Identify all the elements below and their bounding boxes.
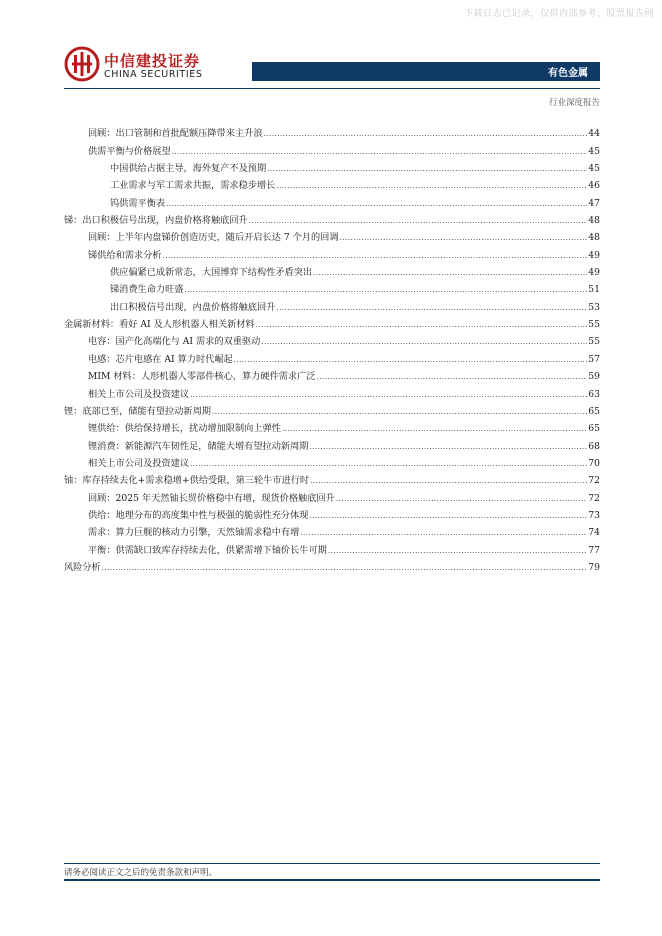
- toc-entry[interactable]: [64, 366, 600, 383]
- toc-entry-page: 59: [588, 371, 600, 383]
- toc-entry-title: 中国供给占据主导，海外复产不及预期: [110, 163, 267, 175]
- toc-dot-leader: [249, 215, 587, 227]
- toc-entry-page: 73: [588, 509, 600, 521]
- toc-entry[interactable]: [64, 331, 600, 348]
- footer-divider-bottom: [64, 879, 600, 881]
- toc-dot-leader: [340, 232, 587, 244]
- toc-entry[interactable]: [64, 383, 600, 400]
- toc-dot-leader: [256, 319, 587, 331]
- toc-entry-title: 平衡：供需缺口致库存持续去化，供紧需增下铀价长牛可期: [88, 544, 327, 556]
- toc-entry-title: 锂消费：新能源汽车韧性足，储能大增有望拉动新周期: [88, 440, 309, 452]
- toc-entry-title: 锑：出口积极信号出现，内盘价格将触底回升: [64, 215, 248, 227]
- toc-entry[interactable]: [64, 210, 600, 227]
- report-type-label: 行业深度报告: [548, 98, 600, 108]
- toc-entry-title: 工业需求与军工需求共振，需求稳步增长: [110, 180, 276, 192]
- toc-entry-page: 55: [588, 336, 600, 348]
- toc-entry-title: 电感：芯片电感在 AI 算力时代崛起: [88, 353, 233, 365]
- toc-dot-leader: [190, 458, 587, 470]
- toc-entry-title: 回顾：出口管制和首批配额压降带来主升浪: [88, 128, 263, 140]
- toc-entry[interactable]: [64, 401, 600, 418]
- toc-dot-leader: [190, 389, 587, 401]
- toc-entry-title: 电容：国产化高端化与 AI 需求的双重驱动: [88, 336, 261, 348]
- toc-entry[interactable]: [64, 296, 600, 313]
- sector-label: 有色金属: [548, 68, 588, 79]
- toc-dot-leader: [267, 163, 587, 175]
- toc-entry-page: 63: [588, 388, 600, 400]
- toc-entry-page: 47: [588, 197, 600, 209]
- toc-dot-leader: [276, 302, 587, 314]
- toc-entry-page: 45: [588, 163, 600, 175]
- toc-entry[interactable]: [64, 158, 600, 175]
- toc-dot-leader: [310, 475, 587, 487]
- toc-entry-title: 供应偏紧已成新常态，大国博弈下结构性矛盾突出: [110, 267, 313, 279]
- header-divider: [64, 88, 600, 89]
- toc-entry[interactable]: [64, 314, 600, 331]
- toc-entry-page: 48: [588, 232, 600, 244]
- toc-entry-page: 77: [588, 544, 600, 556]
- toc-dot-leader: [172, 146, 587, 158]
- watermark-text: 下载日志已记录，仅供内部参考，股票报告网: [463, 9, 654, 19]
- toc-entry[interactable]: [64, 123, 600, 140]
- toc-entry[interactable]: [64, 435, 600, 452]
- toc-entry-title: MIM 材料：人形机器人零部件核心，算力硬件需求广泛: [88, 371, 316, 383]
- toc-entry[interactable]: [64, 175, 600, 192]
- toc-entry-page: 72: [588, 475, 600, 487]
- company-name-cn: 中信建投证券: [104, 52, 201, 70]
- toc-entry-page: 65: [588, 405, 600, 417]
- toc-entry-page: 48: [588, 215, 600, 227]
- toc-entry[interactable]: [64, 470, 600, 487]
- toc-entry-page: 49: [588, 249, 600, 261]
- toc-entry-title: 锑供给和需求分析: [88, 249, 162, 261]
- toc-entry-page: 53: [588, 301, 600, 313]
- toc-entry-page: 65: [588, 423, 600, 435]
- toc-dot-leader: [282, 423, 587, 435]
- toc-dot-leader: [163, 250, 588, 262]
- sector-banner: [252, 62, 600, 81]
- toc-dot-leader: [166, 198, 587, 210]
- toc-entry-page: 70: [588, 457, 600, 469]
- toc-entry[interactable]: [64, 192, 600, 209]
- toc-entry-page: 49: [588, 267, 600, 279]
- china-securities-logo-icon: [64, 46, 100, 82]
- toc-entry-title: 供给：地理分布的高度集中性与极强的脆弱性充分体现: [88, 509, 309, 521]
- toc-entry-title: 出口积极信号出现，内盘价格将触底回升: [110, 301, 276, 313]
- toc-entry-title: 相关上市公司及投资建议: [88, 457, 190, 469]
- toc-dot-leader: [310, 510, 588, 522]
- toc-entry[interactable]: [64, 453, 600, 470]
- toc-entry-page: 74: [588, 527, 600, 539]
- toc-entry-page: 46: [588, 180, 600, 192]
- toc-entry[interactable]: [64, 418, 600, 435]
- toc-entry-title: 金属新材料：看好 AI 及人形机器人相关新材料: [64, 319, 255, 331]
- toc-dot-leader: [310, 441, 588, 453]
- toc-entry-title: 铀：库存持续去化+需求稳增+供给受限，第三轮牛市进行时: [64, 475, 310, 487]
- toc-entry[interactable]: [64, 262, 600, 279]
- toc-dot-leader: [317, 371, 588, 383]
- toc-entry-page: 79: [588, 561, 600, 573]
- toc-entry-page: 72: [588, 492, 600, 504]
- toc-dot-leader: [300, 527, 587, 539]
- toc-entry[interactable]: [64, 140, 600, 157]
- footer-divider-top: [64, 863, 600, 864]
- toc-dot-leader: [336, 493, 587, 505]
- company-logo: [64, 46, 214, 86]
- toc-entry-title: 需求：算力巨舰的核动力引擎，天然铀需求稳中有增: [88, 527, 300, 539]
- toc-entry-title: 风险分析: [64, 561, 101, 573]
- toc-entry[interactable]: [64, 279, 600, 296]
- toc-entry[interactable]: [64, 505, 600, 522]
- toc-entry-title: 锂：底部已至，储能有望拉动新周期: [64, 405, 211, 417]
- toc-entry[interactable]: [64, 487, 600, 504]
- toc-entry-title: 回顾：上半年内盘锑价创造历史，随后开启长达 7 个月的回调: [88, 232, 339, 244]
- toc-dot-leader: [261, 336, 587, 348]
- toc-entry-title: 锑消费生命力旺盛: [110, 284, 184, 296]
- toc-entry[interactable]: [64, 522, 600, 539]
- toc-entry[interactable]: [64, 227, 600, 244]
- toc-dot-leader: [313, 267, 587, 279]
- toc-entry-title: 相关上市公司及投资建议: [88, 388, 190, 400]
- toc-entry-title: 锂供给：供给保持增长，扰动增加限制向上弹性: [88, 423, 281, 435]
- toc-entry-page: 55: [588, 319, 600, 331]
- toc-dot-leader: [234, 354, 587, 366]
- toc-dot-leader: [328, 545, 587, 557]
- toc-entry-page: 51: [588, 284, 600, 296]
- toc-entry-title: 回顾：2025 年天然铀长贸价格稳中有增，现货价格触底回升: [88, 492, 335, 504]
- toc-entry-page: 45: [588, 145, 600, 157]
- footer-disclaimer: 请务必阅读正文之后的免责条款和声明。: [64, 868, 218, 878]
- toc-entry-title: 钨供需平衡表: [110, 197, 166, 209]
- toc-entry[interactable]: [64, 557, 600, 574]
- toc-dot-leader: [102, 562, 587, 574]
- toc-entry[interactable]: [64, 244, 600, 261]
- toc-entry[interactable]: [64, 539, 600, 556]
- toc-dot-leader: [276, 180, 587, 192]
- toc-dot-leader: [212, 406, 587, 418]
- toc-entry-title: 供需平衡与价格展望: [88, 145, 171, 157]
- toc-dot-leader: [185, 284, 588, 296]
- table-of-contents: [64, 123, 600, 574]
- toc-entry-page: 44: [588, 128, 600, 140]
- toc-entry[interactable]: [64, 348, 600, 365]
- toc-entry-page: 68: [588, 440, 600, 452]
- company-name-en: CHINA SECURITIES: [104, 69, 203, 80]
- toc-entry-page: 57: [588, 353, 600, 365]
- toc-dot-leader: [264, 128, 587, 140]
